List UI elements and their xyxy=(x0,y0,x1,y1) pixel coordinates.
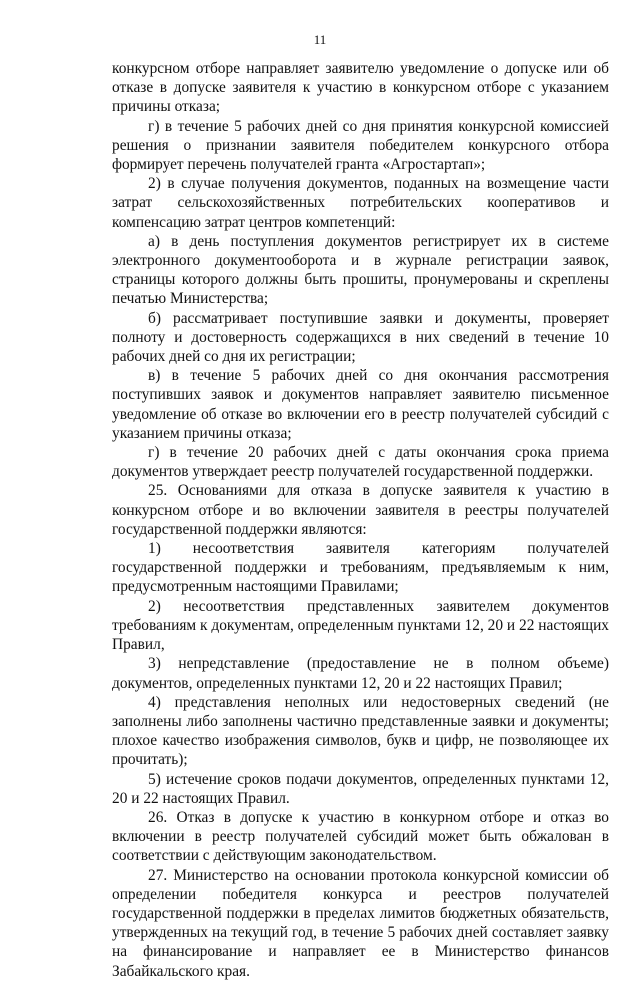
paragraph: в) в течение 5 рабочих дней со дня окончания рассмотрения поступивших заявок и документов направляет заявителю письменное уведомление об отказе во включении его в реестр получателей субсидий с указанием причины отказа; xyxy=(112,367,609,442)
paragraph: 27. Министерство на основании протокола конкурсной комиссии об определении победителя конкурса и реестров получателей государственной поддержки в пределах лимитов бюджетных обязательств, утвержденных на текущий год, в течение 5 рабочих дней составляет заявку на финансирование и направляет ее в Министерство финансов Забайкальского края. xyxy=(112,866,609,980)
document-body xyxy=(112,59,609,981)
paragraph: конкурсном отборе направляет заявителю уведомление о допуске или об отказе в допуске заявителя к участию в конкурсном отборе с указанием причины отказа; xyxy=(112,60,609,116)
page-number: 11 xyxy=(313,32,327,47)
paragraph: 5) истечение сроков подачи документов, определенных пунктами 12, 20 и 22 настоящих Правил. xyxy=(112,770,609,807)
paragraph: 4) представления неполных или недостоверных сведений (не заполнены либо заполнены частично представленные заявки и документы; плохое качество изображения символов, букв и цифр, не позволяющее их прочитать); xyxy=(112,693,609,769)
paragraph: 2) несоответствия представленных заявителем документов требованиям к документам, определенным пунктами 12, 20 и 22 настоящих Правил, xyxy=(112,597,609,654)
paragraph: 2) в случае получения документов, поданных на возмещение части затрат сельскохозяйственных потребительских кооперативов и компенсацию затрат центров компетенций: xyxy=(112,175,609,231)
paragraph: 3) непредставление (предоставление не в полном объеме) документов, определенных пунктами 12, 20 и 22 настоящих Правил; xyxy=(112,655,609,692)
paragraph: 1) несоответствия заявителя категориям получателей государственной поддержки и требованиям, предъявляемым к ним, предусмотренным настоящими Правилами; xyxy=(112,540,609,596)
paragraph: б) рассматривает поступившие заявки и документы, проверяет полноту и достоверность содержащихся в них сведений в течение 10 рабочих дней со дня их регистрации; xyxy=(112,309,609,366)
paragraph: а) в день поступления документов регистрирует их в системе электронного документооборота и в журнале регистрации заявок, страницы которого должны быть прошиты, пронумерованы и скреплены печатью Министерства; xyxy=(112,232,609,308)
paragraph: г) в течение 20 рабочих дней с даты окончания срока приема документов утверждает реестр получателей государственной поддержки. xyxy=(112,444,609,481)
paragraph: 26. Отказ в допуске к участию в конкурном отборе и отказ во включении в реестр получателей субсидий может быть обжалован в соответствии с действующим законодательством. xyxy=(112,808,609,865)
paragraph: 25. Основаниями для отказа в допуске заявителя к участию в конкурсном отборе и во включении заявителя в реестры получателей государственной поддержки являются: xyxy=(112,482,609,538)
paragraph: г) в течение 5 рабочих дней со дня принятия конкурсной комиссией решения о признании заявителя победителем конкурсного отбора формирует перечень получателей гранта «Агростартап»; xyxy=(112,117,609,174)
